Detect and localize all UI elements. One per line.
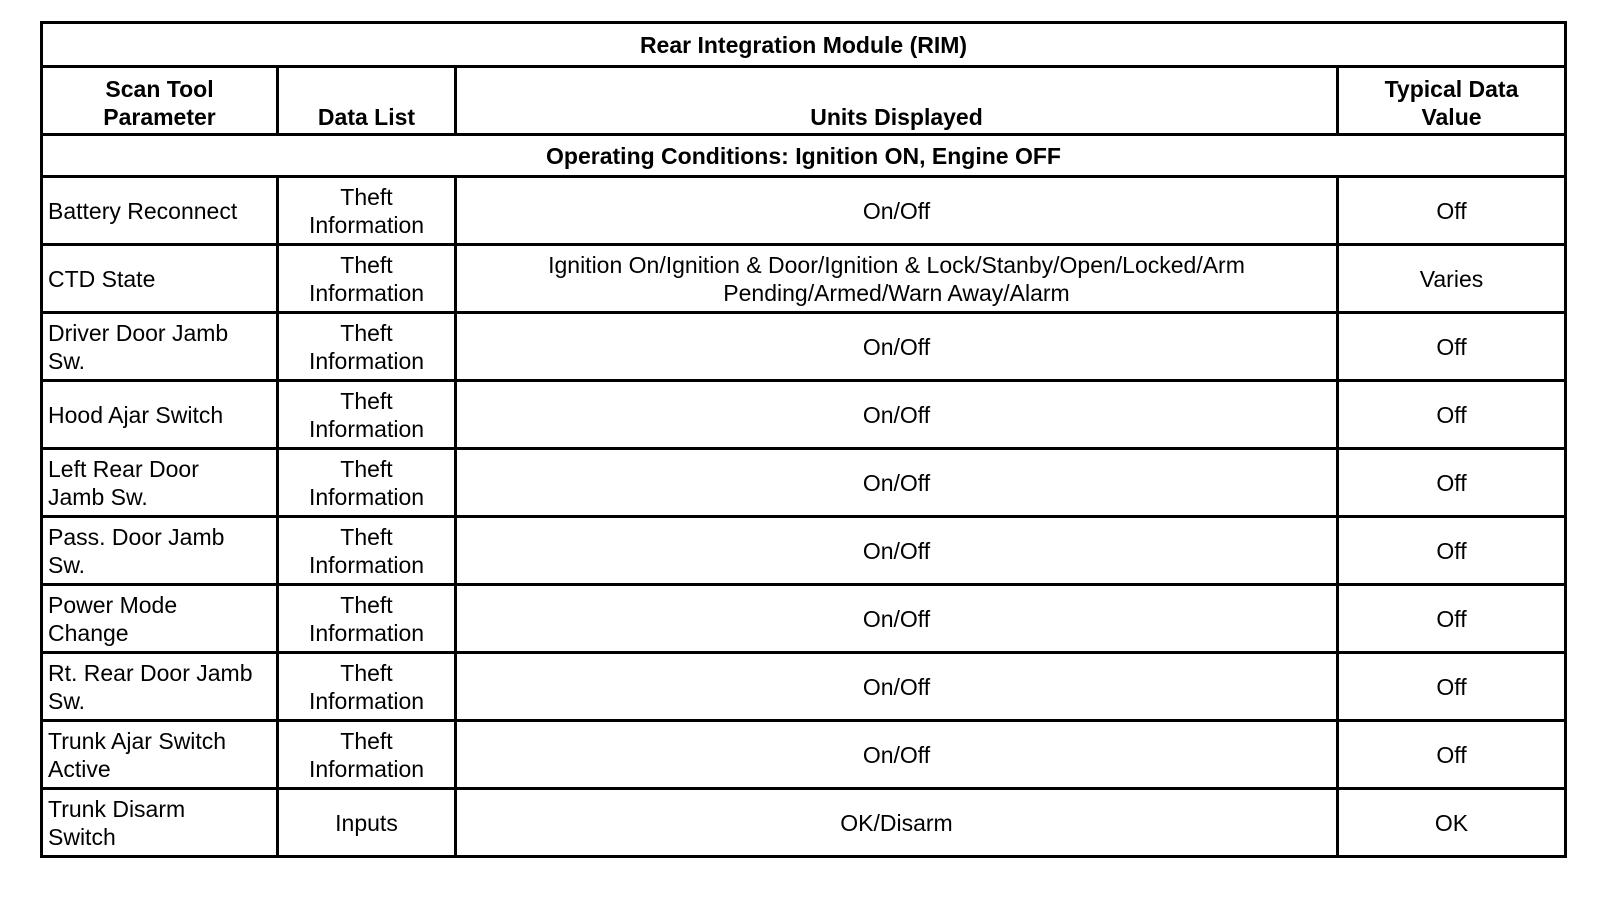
parameter-cell: Battery Reconnect — [42, 177, 278, 245]
table-title: Rear Integration Module (RIM) — [42, 23, 1566, 67]
data-list-cell: Theft Information — [278, 653, 456, 721]
data-list-cell: Theft Information — [278, 177, 456, 245]
parameter-cell: Power Mode Change — [42, 585, 278, 653]
column-header-row — [42, 67, 1566, 135]
typical-value-cell: Off — [1338, 517, 1566, 585]
parameter-cell: Driver Door Jamb Sw. — [42, 313, 278, 381]
rim-data-table — [40, 21, 1567, 858]
table-row — [42, 653, 1566, 721]
parameter-cell: Hood Ajar Switch — [42, 381, 278, 449]
units-cell: On/Off — [456, 517, 1338, 585]
typical-value-cell: Off — [1338, 449, 1566, 517]
table-row — [42, 245, 1566, 313]
units-cell: On/Off — [456, 313, 1338, 381]
table-row — [42, 313, 1566, 381]
parameter-cell: CTD State — [42, 245, 278, 313]
table-row — [42, 585, 1566, 653]
data-list-cell: Theft Information — [278, 585, 456, 653]
table-row — [42, 449, 1566, 517]
units-cell: On/Off — [456, 653, 1338, 721]
units-cell: On/Off — [456, 449, 1338, 517]
data-list-cell: Inputs — [278, 789, 456, 857]
table-row — [42, 721, 1566, 789]
table-title-row — [42, 23, 1566, 67]
parameter-cell: Pass. Door Jamb Sw. — [42, 517, 278, 585]
table-row — [42, 789, 1566, 857]
typical-value-cell: Off — [1338, 721, 1566, 789]
units-cell: On/Off — [456, 721, 1338, 789]
parameter-cell: Trunk Ajar Switch Active — [42, 721, 278, 789]
header-data-list: Data List — [278, 67, 456, 135]
parameter-cell: Trunk Disarm Switch — [42, 789, 278, 857]
typical-value-cell: Varies — [1338, 245, 1566, 313]
units-cell: OK/Disarm — [456, 789, 1338, 857]
data-list-cell: Theft Information — [278, 449, 456, 517]
data-list-cell: Theft Information — [278, 381, 456, 449]
header-units-displayed: Units Displayed — [456, 67, 1338, 135]
typical-value-cell: Off — [1338, 585, 1566, 653]
typical-value-cell: Off — [1338, 653, 1566, 721]
typical-value-cell: OK — [1338, 789, 1566, 857]
data-list-cell: Theft Information — [278, 721, 456, 789]
units-cell: Ignition On/Ignition & Door/Ignition & Lock/Stanby/Open/Locked/Arm Pending/Armed/Warn Away/Alarm — [456, 245, 1338, 313]
header-typical-data-value: Typical Data Value — [1338, 67, 1566, 135]
table-row — [42, 517, 1566, 585]
data-list-cell: Theft Information — [278, 517, 456, 585]
table-row — [42, 177, 1566, 245]
data-list-cell: Theft Information — [278, 245, 456, 313]
data-list-cell: Theft Information — [278, 313, 456, 381]
units-cell: On/Off — [456, 381, 1338, 449]
typical-value-cell: Off — [1338, 381, 1566, 449]
units-cell: On/Off — [456, 177, 1338, 245]
typical-value-cell: Off — [1338, 313, 1566, 381]
units-cell: On/Off — [456, 585, 1338, 653]
parameter-cell: Rt. Rear Door Jamb Sw. — [42, 653, 278, 721]
header-scan-tool-parameter: Scan Tool Parameter — [42, 67, 278, 135]
operating-conditions-row — [42, 135, 1566, 177]
parameter-cell: Left Rear Door Jamb Sw. — [42, 449, 278, 517]
table-row — [42, 381, 1566, 449]
operating-conditions: Operating Conditions: Ignition ON, Engine OFF — [42, 135, 1566, 177]
typical-value-cell: Off — [1338, 177, 1566, 245]
